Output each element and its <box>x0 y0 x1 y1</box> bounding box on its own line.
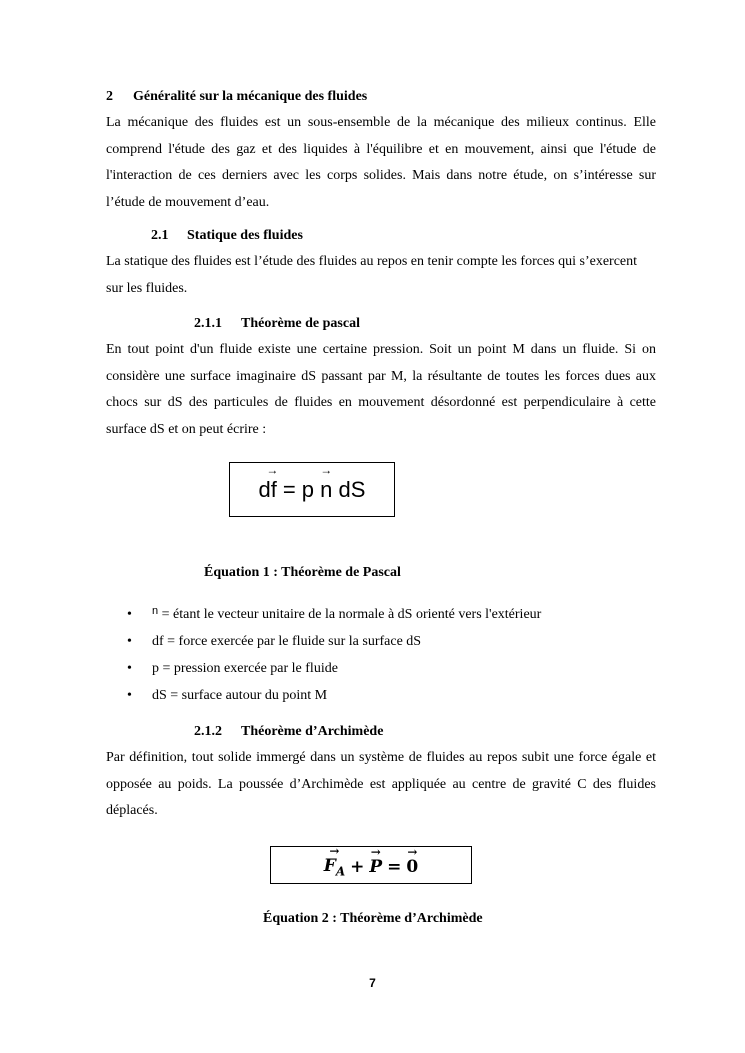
definition-text: df = force exercée par le fluide sur la surface dS <box>152 634 422 649</box>
subsubsection-title: Théorème de pascal <box>241 316 360 331</box>
vector-arrow-icon: → <box>407 845 418 859</box>
ds-symbol: dS <box>338 476 366 502</box>
intro-paragraph: La mécanique des fluides est un sous-ensemble de la mécanique des milieux continus. Elle comprend l'étude des gaz et des liquides à l'équilibre et en mouvement, ainsi que l'étude de l'interaction de ces derniers avec les corps solides. Mais dans notre étude, on s’intéresse sur l’étude de mouvement d’eau. <box>106 115 656 210</box>
equals-sign: = <box>282 476 296 502</box>
subsection-title: Statique des fluides <box>187 228 303 243</box>
fa-vector: $F_A$ → <box>323 843 346 879</box>
page-number: 7 <box>369 976 376 990</box>
definition-text: = étant le vecteur unitaire de la normale à dS orienté vers l'extérieur <box>161 607 542 622</box>
equation-1-caption: Équation 1 : Théorème de Pascal <box>204 565 401 580</box>
vector-arrow-icon: → <box>370 845 381 859</box>
statique-paragraph: La statique des fluides est l’étude des fluides au repos en tenir compte les forces qui s’exercent sur les fluides. <box>106 254 638 296</box>
subsubsection-number: 2.1.2 <box>194 724 222 739</box>
definitions-list <box>127 601 667 709</box>
equals-sign: = <box>387 857 402 877</box>
n-vector-symbol: n <box>152 605 159 617</box>
equation-2-caption: Équation 2 : Théorème d’Archimède <box>263 911 483 926</box>
definition-text: p = pression exercée par le fluide <box>152 661 338 676</box>
subsubsection-heading-pascal <box>194 316 360 332</box>
equation-1-box <box>229 462 395 517</box>
section-number: 2 <box>106 89 113 104</box>
list-item <box>127 601 667 628</box>
bullet-icon: • <box>127 661 132 676</box>
bullet-icon: • <box>127 688 132 703</box>
subsection-number: 2.1 <box>151 228 169 243</box>
n-vector: n → <box>320 462 333 502</box>
subsubsection-number: 2.1.1 <box>194 316 222 331</box>
section-title: Généralité sur la mécanique des fluides <box>133 89 368 104</box>
section-heading <box>106 89 367 105</box>
df-vector: df → <box>258 462 279 502</box>
pascal-paragraph: En tout point d'un fluide existe une certaine pression. Soit un point M dans un fluide. Si on considère une surface imaginaire dS passant par M, la résultante de toutes les forces dues aux chocs sur dS des particules de fluides en mouvement désordonné est perpendiculaire à cette surface dS et on peut écrire : <box>106 342 656 437</box>
subsection-heading-statique <box>151 228 303 244</box>
definition-text: dS = surface autour du point M <box>152 688 328 703</box>
list-item <box>127 682 667 709</box>
vector-arrow-icon: → <box>320 462 333 477</box>
plus-sign: + <box>350 857 365 877</box>
subsubsection-heading-archimede <box>194 724 383 740</box>
p-vector: P → <box>369 845 383 877</box>
vector-arrow-icon: → <box>266 462 279 477</box>
pressure-symbol: p <box>301 476 315 502</box>
list-item <box>127 655 667 682</box>
list-item <box>127 628 667 655</box>
vector-arrow-icon: → <box>329 843 340 858</box>
archimede-paragraph: Par définition, tout solide immergé dans un système de fluides au repos subit une force égale et opposée au poids. La poussée d’Archimède est appliquée au centre de gravité C des fluides déplacés. <box>106 750 656 818</box>
bullet-icon: • <box>127 607 132 622</box>
zero-vector: 0 → <box>406 845 419 877</box>
bullet-icon: • <box>127 634 132 649</box>
equation-2-box <box>270 843 472 884</box>
subsubsection-title: Théorème d’Archimède <box>241 724 384 739</box>
